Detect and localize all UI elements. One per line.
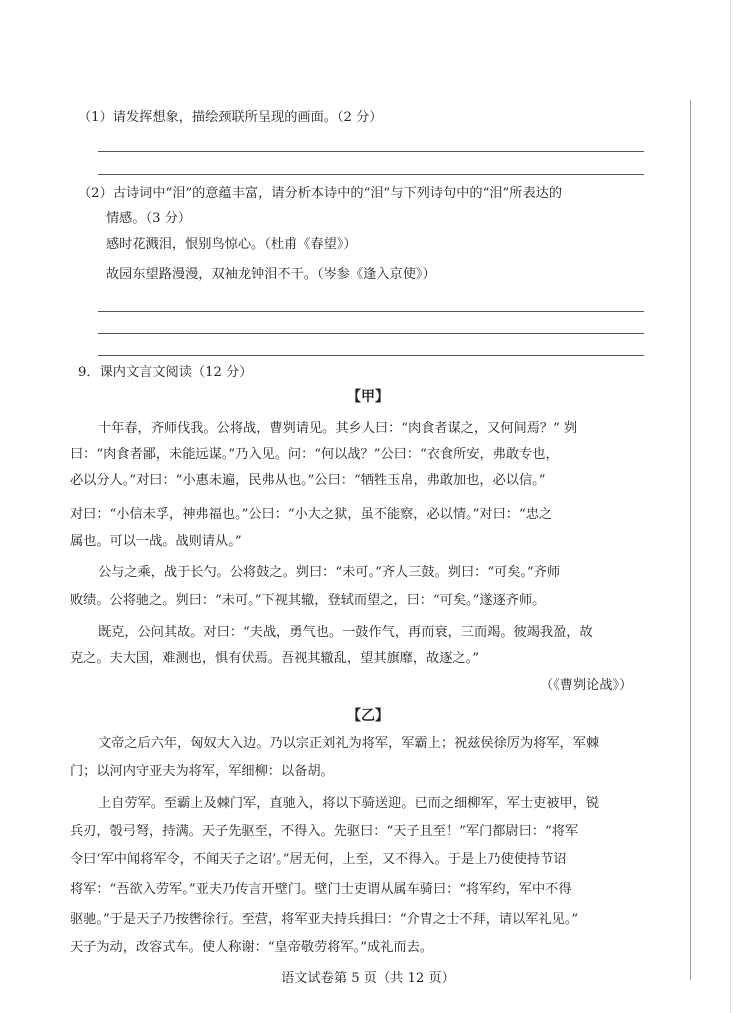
answer-line-5 [98,355,644,356]
yi-line: 文帝之后六年，匈奴大入边。乃以宗正刘礼为将军，军霸上；祝兹侯徐厉为将军，军棘 [98,736,600,751]
q8-sub2-line2: 情感。（3 分） [106,211,192,226]
q9-title: 9．课内文言文阅读（12 分） [78,365,253,380]
poem-1: 感时花溅泪，恨别鸟惊心。（杜甫《春望》） [106,237,357,252]
jia-line: 既克，公问其故。对曰：“夫战，勇气也。一鼓作气，再而衰，三而竭。彼竭我盈，故 [98,625,593,640]
jia-line: 败绩。公将驰之。刿曰：“未可。”下视其辙，登轼而望之，曰：“可矣。”遂逐齐师。 [70,593,546,608]
page-footer: 语文试卷第 5 页（共 12 页） [281,971,455,986]
jia-heading: 【甲】 [347,389,389,405]
jia-line: 对曰：“小信未孚，神弗福也。”公曰：“小大之狱，虽不能察，必以情。”对曰：“忠之 [70,507,553,522]
jia-source: （《曹刿论战》） [540,678,633,693]
yi-heading: 【乙】 [347,708,389,724]
yi-line: 将军：“吾欲入劳军。”亚夫乃传言开壁门。壁门士吏谓从属车骑曰：“将军约，军中不得 [70,882,572,897]
poem-2: 故园东望路漫漫，双袖龙钟泪不干。（岑参《逢入京使》） [106,267,436,282]
yi-line: 门；以河内守亚夫为将军，军细柳：以备胡。 [70,764,334,779]
jia-line: 必以分人。”对曰：“小惠未遍，民弗从也。”公曰：“牺牲玉帛，弗敢加也，必以信。” [70,473,546,488]
jia-line: 克之。夫大国，难测也，惧有伏焉。吾视其辙乱，望其旗靡，故逐之。” [70,651,479,666]
yi-line: 驱驰。”于是天子乃按辔徐行。至营，将军亚夫持兵揖曰：“介胄之士不拜，请以军礼见。” [70,912,579,927]
jia-line: 属也。可以一战。战则请从。” [70,534,242,549]
yi-line: 令曰‘军中闻将军令，不闻天子之诏’。”居无何，上至，又不得入。于是上乃使使持节诏 [70,852,567,867]
jia-line: 曰：“肉食者鄙，未能远谋。”乃入见。问：“何以战？”公曰：“衣食所安，弗敢专也， [70,447,559,462]
q8-sub2-line1: （2）古诗词中“泪”的意蕴丰富，请分析本诗中的“泪”与下列诗句中的“泪”所表达的 [78,186,563,201]
yi-line: 天子为动，改容式车。使人称谢：“皇帝敬劳将军。”成礼而去。 [70,940,433,955]
page-edge [730,0,731,1013]
answer-line-3 [98,311,644,312]
jia-line: 十年春，齐师伐我。公将战，曹刿请见。其乡人曰：“肉食者谋之，又何间焉？” 刿 [98,421,578,436]
answer-line-4 [98,333,644,334]
margin-line [690,100,691,980]
answer-line-2 [98,174,644,175]
answer-line-1 [98,151,644,152]
q8-sub1: （1）请发挥想象，描绘颈联所呈现的画面。（2 分） [78,110,383,125]
yi-line: 上自劳军。至霸上及棘门军，直驰入，将以下骑送迎。已而之细柳军，军士吏被甲，锐 [98,796,600,811]
jia-line: 公与之乘，战于长勺。公将鼓之。刿曰：“未可。”齐人三鼓。刿曰：“可矣。”齐师 [98,565,561,580]
yi-line: 兵刃，彀弓弩，持满。天子先驱至，不得入。先驱曰：“天子且至！”军门都尉曰：“将军 [70,824,579,839]
